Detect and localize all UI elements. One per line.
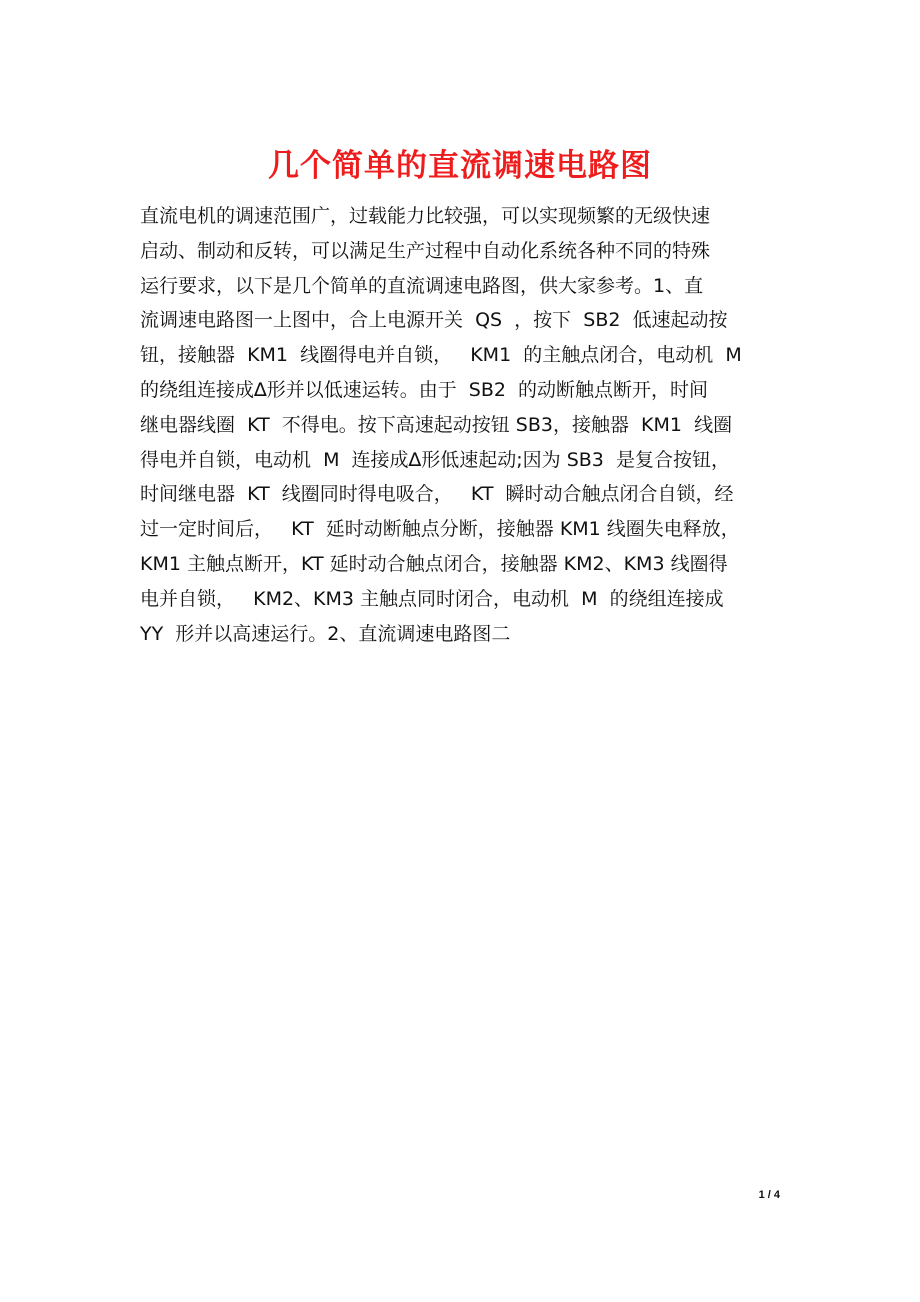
page-number: 1 / 4: [758, 1189, 780, 1201]
body-line: 启动、制动和反转，可以满足生产过程中自动化系统各种不同的特殊: [140, 239, 711, 262]
body-line: 直流电机的调速范围广，过载能力比较强，可以实现频繁的无级快速: [140, 205, 711, 227]
body-line: 电并自锁， KM2、KM3 主触点同时闭合，电动机 M 的绕组连接成: [140, 587, 724, 610]
body-line: 过一定时间后， KT 延时动断触点分断，接触器 KM1 线圈失电释放，: [140, 518, 740, 541]
body-line: YY 形并以高速运行。2、直流调速电路图二: [140, 622, 511, 645]
body-line: 运行要求，以下是几个简单的直流调速电路图，供大家参考。1、直: [140, 274, 704, 297]
body-line: 得电并自锁，电动机 M 连接成∆形低速起动;因为 SB3 是复合按钮，: [140, 448, 730, 471]
body-line: 继电器线圈 KT 不得电。按下高速起动按钮 SB3，接触器 KM1 线圈: [140, 413, 733, 436]
document-title: 几个简单的直流调速电路图: [268, 148, 652, 184]
body-paragraph: [140, 199, 800, 651]
body-line: 钮，接触器 KM1 线圈得电并自锁， KM1 的主触点闭合，电动机 M: [140, 344, 742, 367]
body-line: 时间继电器 KT 线圈同时得电吸合， KT 瞬时动合触点闭合自锁，经: [140, 483, 734, 506]
body-line: 流调速电路图一上图中，合上电源开关 QS ，按下 SB2 低速起动按: [140, 309, 728, 332]
body-line: KM1 主触点断开，KT 延时动合触点闭合，接触器 KM2、KM3 线圈得: [140, 552, 728, 575]
body-line: 的绕组连接成∆形并以低速运转。由于 SB2 的动断触点断开，时间: [140, 378, 709, 401]
